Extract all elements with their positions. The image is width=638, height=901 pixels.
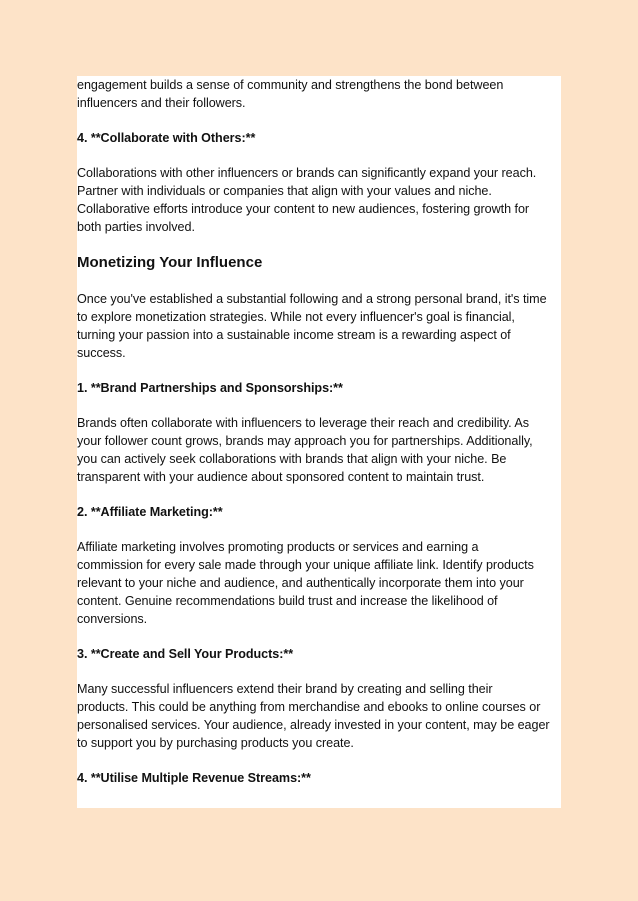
paragraph-community-engagement: engagement builds a sense of community and strengthens the bond between influencers and their followers. (77, 78, 504, 110)
paragraph-sell-products: Many successful influencers extend their brand by creating and selling their products. This could be anything from merchandise and ebooks to online courses or personalised services. Your audience, already invested in your content, may be eager to support you by purchasing products you create. (77, 682, 550, 750)
paragraph-monetization-intro: Once you've established a substantial following and a strong personal brand, it's time to explore monetization strategies. While not every influencer's goal is financial, turning your passion into a sustainable income stream is a rewarding aspect of success. (77, 292, 547, 360)
item-heading-revenue-streams: 4. **Utilise Multiple Revenue Streams:** (77, 771, 311, 785)
item-heading-collaborate: 4. **Collaborate with Others:** (77, 131, 256, 145)
item-heading-sell-products: 3. **Create and Sell Your Products:** (77, 647, 294, 661)
paragraph-collaborations: Collaborations with other influencers or brands can significantly expand your reach. Partner with individuals or companies that align with your values and niche. Collaborative efforts introduce your content to new audiences, fostering growth for both parties involved. (77, 166, 537, 234)
paragraph-brand-partnerships: Brands often collaborate with influencers to leverage their reach and credibility. As your follower count grows, brands may approach you for partnerships. Additionally, you can actively seek collaborations with brands that align with your niche. Be transparent with your audience about sponsored content to maintain trust. (77, 416, 533, 484)
section-heading-monetizing: Monetizing Your Influence (77, 254, 263, 271)
document-page (77, 76, 561, 808)
item-heading-affiliate-marketing: 2. **Affiliate Marketing:** (77, 505, 223, 519)
paragraph-affiliate-marketing: Affiliate marketing involves promoting products or services and earning a commission for every sale made through your unique affiliate link. Identify products relevant to your niche and audience, and authentically incorporate them into your content. Genuine recommendations build trust and increase the likelihood of conversions. (77, 540, 534, 626)
document-content (77, 76, 561, 787)
item-heading-brand-partnerships: 1. **Brand Partnerships and Sponsorships:** (77, 381, 343, 395)
